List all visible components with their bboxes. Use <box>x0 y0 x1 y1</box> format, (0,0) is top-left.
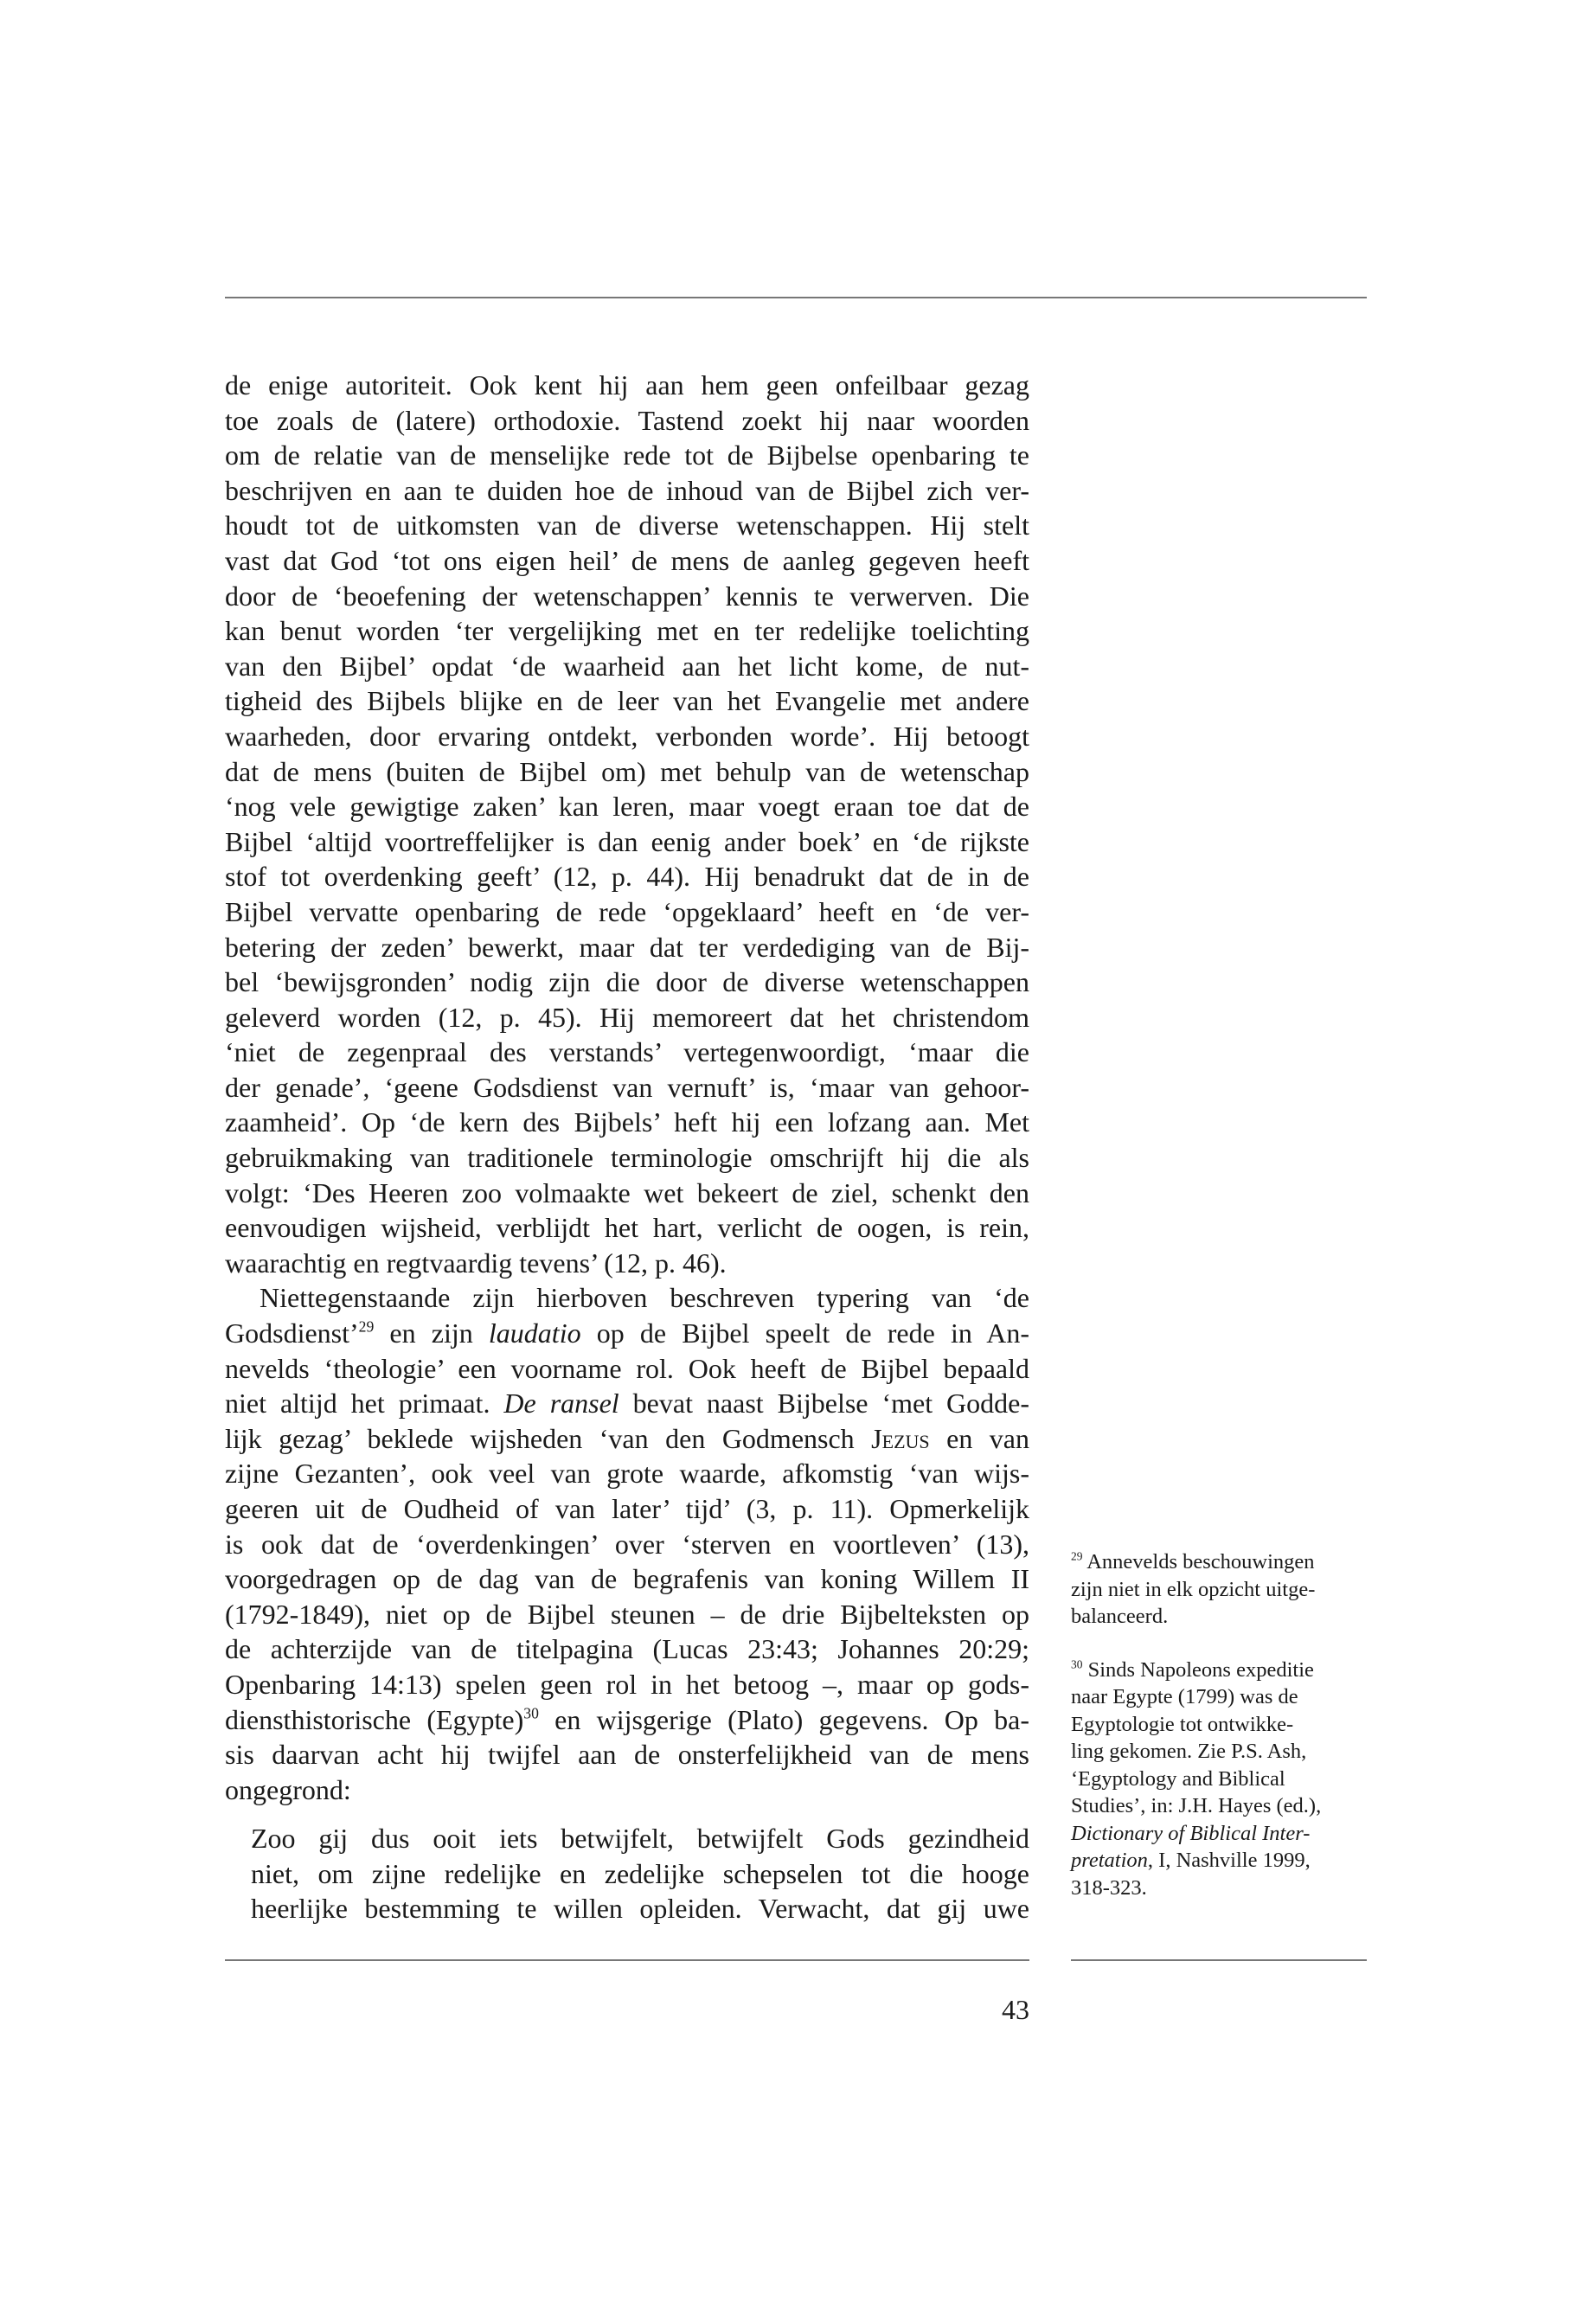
page-number: 43 <box>1002 1994 1029 2025</box>
text-line: ‘nog vele gewigtige zaken’ kan leren, maar voegt eraan toe dat de <box>225 791 1029 823</box>
note-line: pretation, I, Nashville 1999, <box>1071 1849 1311 1872</box>
text-line: beschrijven en aan te duiden hoe de inhoud van de Bijbel zich ver- <box>225 474 1029 506</box>
text-line: tigheid des Bijbels blijke en de leer van het Evangelie met andere <box>225 685 1029 717</box>
top-rule <box>225 297 1367 298</box>
text-line: waarachtig en regtvaardig tevens’ (12, p. 46). <box>225 1247 727 1279</box>
text-line: ‘niet de zegenpraal des verstands’ vertegenwoordigt, ‘maar die <box>225 1036 1029 1068</box>
footnote-ref-29[interactable]: 29 <box>358 1317 375 1336</box>
note-line: Dictionary of Biblical Inter- <box>1071 1821 1311 1845</box>
text-line: houdt tot de uitkomsten van de diverse wetenschappen. Hij stelt <box>225 510 1029 542</box>
note-line: 318-323. <box>1071 1875 1147 1900</box>
quote-line: niet, om zijne redelijke en zedelijke schepselen tot die hooge <box>251 1857 1029 1889</box>
paragraph-2 <box>225 1280 1029 1807</box>
note-line: $^{29}$ Annevelds beschouwingen <box>1071 1549 1315 1574</box>
text-line: om de relatie van de menselijke rede tot de Bijbelse openbaring te <box>225 439 1029 471</box>
quote-line: Zoo gij dus ooit iets betwijfelt, betwijfelt Gods gezindheid <box>251 1823 1029 1854</box>
text-line: kan benut worden ‘ter vergelijking met en ter redelijke toelichting <box>225 615 1029 647</box>
text-line: waarheden, door ervaring ontdekt, verbonden worde’. Hij betoogt <box>225 720 1029 752</box>
note-line: Egyptologie tot ontwikke- <box>1071 1712 1294 1736</box>
text-line: gebruikmaking van traditionele terminologie omschrijft hij die als <box>225 1142 1029 1174</box>
text-line: zaamheid’. Op ‘de kern des Bijbels’ heft hij een lofzang aan. Met <box>225 1106 1029 1138</box>
text-line: dat de mens (buiten de Bijbel om) met behulp van de wetenschap <box>225 755 1029 787</box>
text-line: geleverd worden (12, p. 45). Hij memoreert dat het christendom <box>225 1001 1029 1033</box>
text-line: door de ‘beoefening der wetenschappen’ kennis te verwerven. Die <box>225 580 1029 612</box>
text-line: vast dat God ‘tot ons eigen heil’ de mens de aanleg gegeven heeft <box>225 544 1029 576</box>
text-line: geeren uit de Oudheid of van later’ tijd’ (3, p. 11). Opmerkelijk <box>225 1493 1029 1524</box>
text-line: de achterzijde van de titelpagina (Lucas 23:43; Johannes 20:29; <box>225 1633 1029 1665</box>
text-line: Niettegenstaande zijn hierboven beschreven typering van ‘de <box>260 1282 1029 1314</box>
text-line: is ook dat de ‘overdenkingen’ over ‘sterven en voortleven’ (13), <box>225 1528 1029 1560</box>
text-line: van den Bijbel’ opdat ‘de waarheid aan het licht kome, de nut- <box>225 650 1029 682</box>
text-line: eenvoudigen wijsheid, verblijdt het hart, verlicht de oogen, is rein, <box>225 1212 1029 1244</box>
main-text <box>225 368 1029 1807</box>
footnotes <box>1071 1548 1367 1927</box>
footnote-30 <box>1071 1657 1367 1902</box>
text-line: lijk gezag’ beklede wijsheden ‘van den Godmensch Jezus en van <box>225 1422 1030 1454</box>
text-line: de enige autoriteit. Ook kent hij aan hem geen onfeilbaar gezag <box>225 369 1029 401</box>
paragraph-1 <box>225 368 1029 1280</box>
footnote-29 <box>1071 1548 1367 1631</box>
text-line: Openbaring 14:13) spelen geen rol in het betoog –, maar op gods- <box>225 1668 1029 1700</box>
bottom-rule-main <box>225 1959 1029 1961</box>
quote-line: heerlijke bestemming te willen opleiden. Verwacht, dat gij uwe <box>251 1893 1029 1925</box>
text-line: stof tot overdenking geeft’ (12, p. 44). Hij benadrukt dat de in de <box>225 861 1029 893</box>
block-quote <box>251 1821 1029 1926</box>
text-line: zijne Gezanten’, ook veel van grote waarde, afkomstig ‘van wijs- <box>225 1458 1029 1490</box>
text-line: ongegrond: <box>225 1773 351 1805</box>
text-line: betering der zeden’ bewerkt, maar dat ter verdediging van de Bij- <box>225 931 1029 963</box>
bottom-rule-notes <box>1071 1959 1367 1961</box>
note-line: zijn niet in elk opzicht uitge- <box>1071 1577 1316 1601</box>
text-line: nevelds ‘theologie’ een voorname rol. Ook heeft de Bijbel bepaald <box>225 1352 1029 1384</box>
text-line: Bijbel ‘altijd voortreffelijker is dan eenig ander boek’ en ‘de rijkste <box>225 825 1029 857</box>
text-line: voorgedragen op de dag van de begrafenis van koning Willem II <box>225 1563 1029 1595</box>
text-line: sis daarvan acht hij twijfel aan de onsterfelijkheid van de mens <box>225 1739 1029 1771</box>
text-line: volgt: ‘Des Heeren zoo volmaakte wet bekeert de ziel, schenkt den <box>225 1176 1029 1208</box>
footnote-ref-30[interactable]: 30 <box>523 1704 539 1722</box>
note-line: Studies’, in: J.H. Hayes (ed.), <box>1071 1794 1322 1817</box>
note-line: balanceerd. <box>1071 1605 1169 1628</box>
text-line: bel ‘bewijsgronden’ nodig zijn die door de diverse wetenschappen <box>225 966 1029 998</box>
text-line: toe zoals de (latere) orthodoxie. Tastend zoekt hij naar woorden <box>225 404 1029 436</box>
note-line: $^{30}$ Sinds Napoleons expeditie <box>1071 1657 1314 1682</box>
note-line: naar Egypte (1799) was de <box>1071 1685 1298 1708</box>
note-line: ling gekomen. Zie P.S. Ash, <box>1071 1740 1307 1763</box>
text-line: Godsdienst’$^{29}$ en zijn laudatio op de Bijbel speelt de rede in An- <box>225 1317 1030 1349</box>
text-line: Bijbel vervatte openbaring de rede ‘opgeklaard’ heeft en ‘de ver- <box>225 895 1029 927</box>
text-line: (1792-1849), niet op de Bijbel steunen – de drie Bijbelteksten op <box>225 1598 1029 1630</box>
note-line: ‘Egyptology and Biblical <box>1071 1766 1285 1791</box>
text-line: diensthistorische (Egypte)$^{30}$ en wijsgerige (Plato) gegevens. Op ba- <box>225 1703 1029 1735</box>
text-line: der genade’, ‘geene Godsdienst van vernuft’ is, ‘maar van gehoor- <box>225 1071 1029 1103</box>
text-line: niet altijd het primaat. De ransel bevat naast Bijbelse ‘met Godde- <box>225 1388 1030 1420</box>
